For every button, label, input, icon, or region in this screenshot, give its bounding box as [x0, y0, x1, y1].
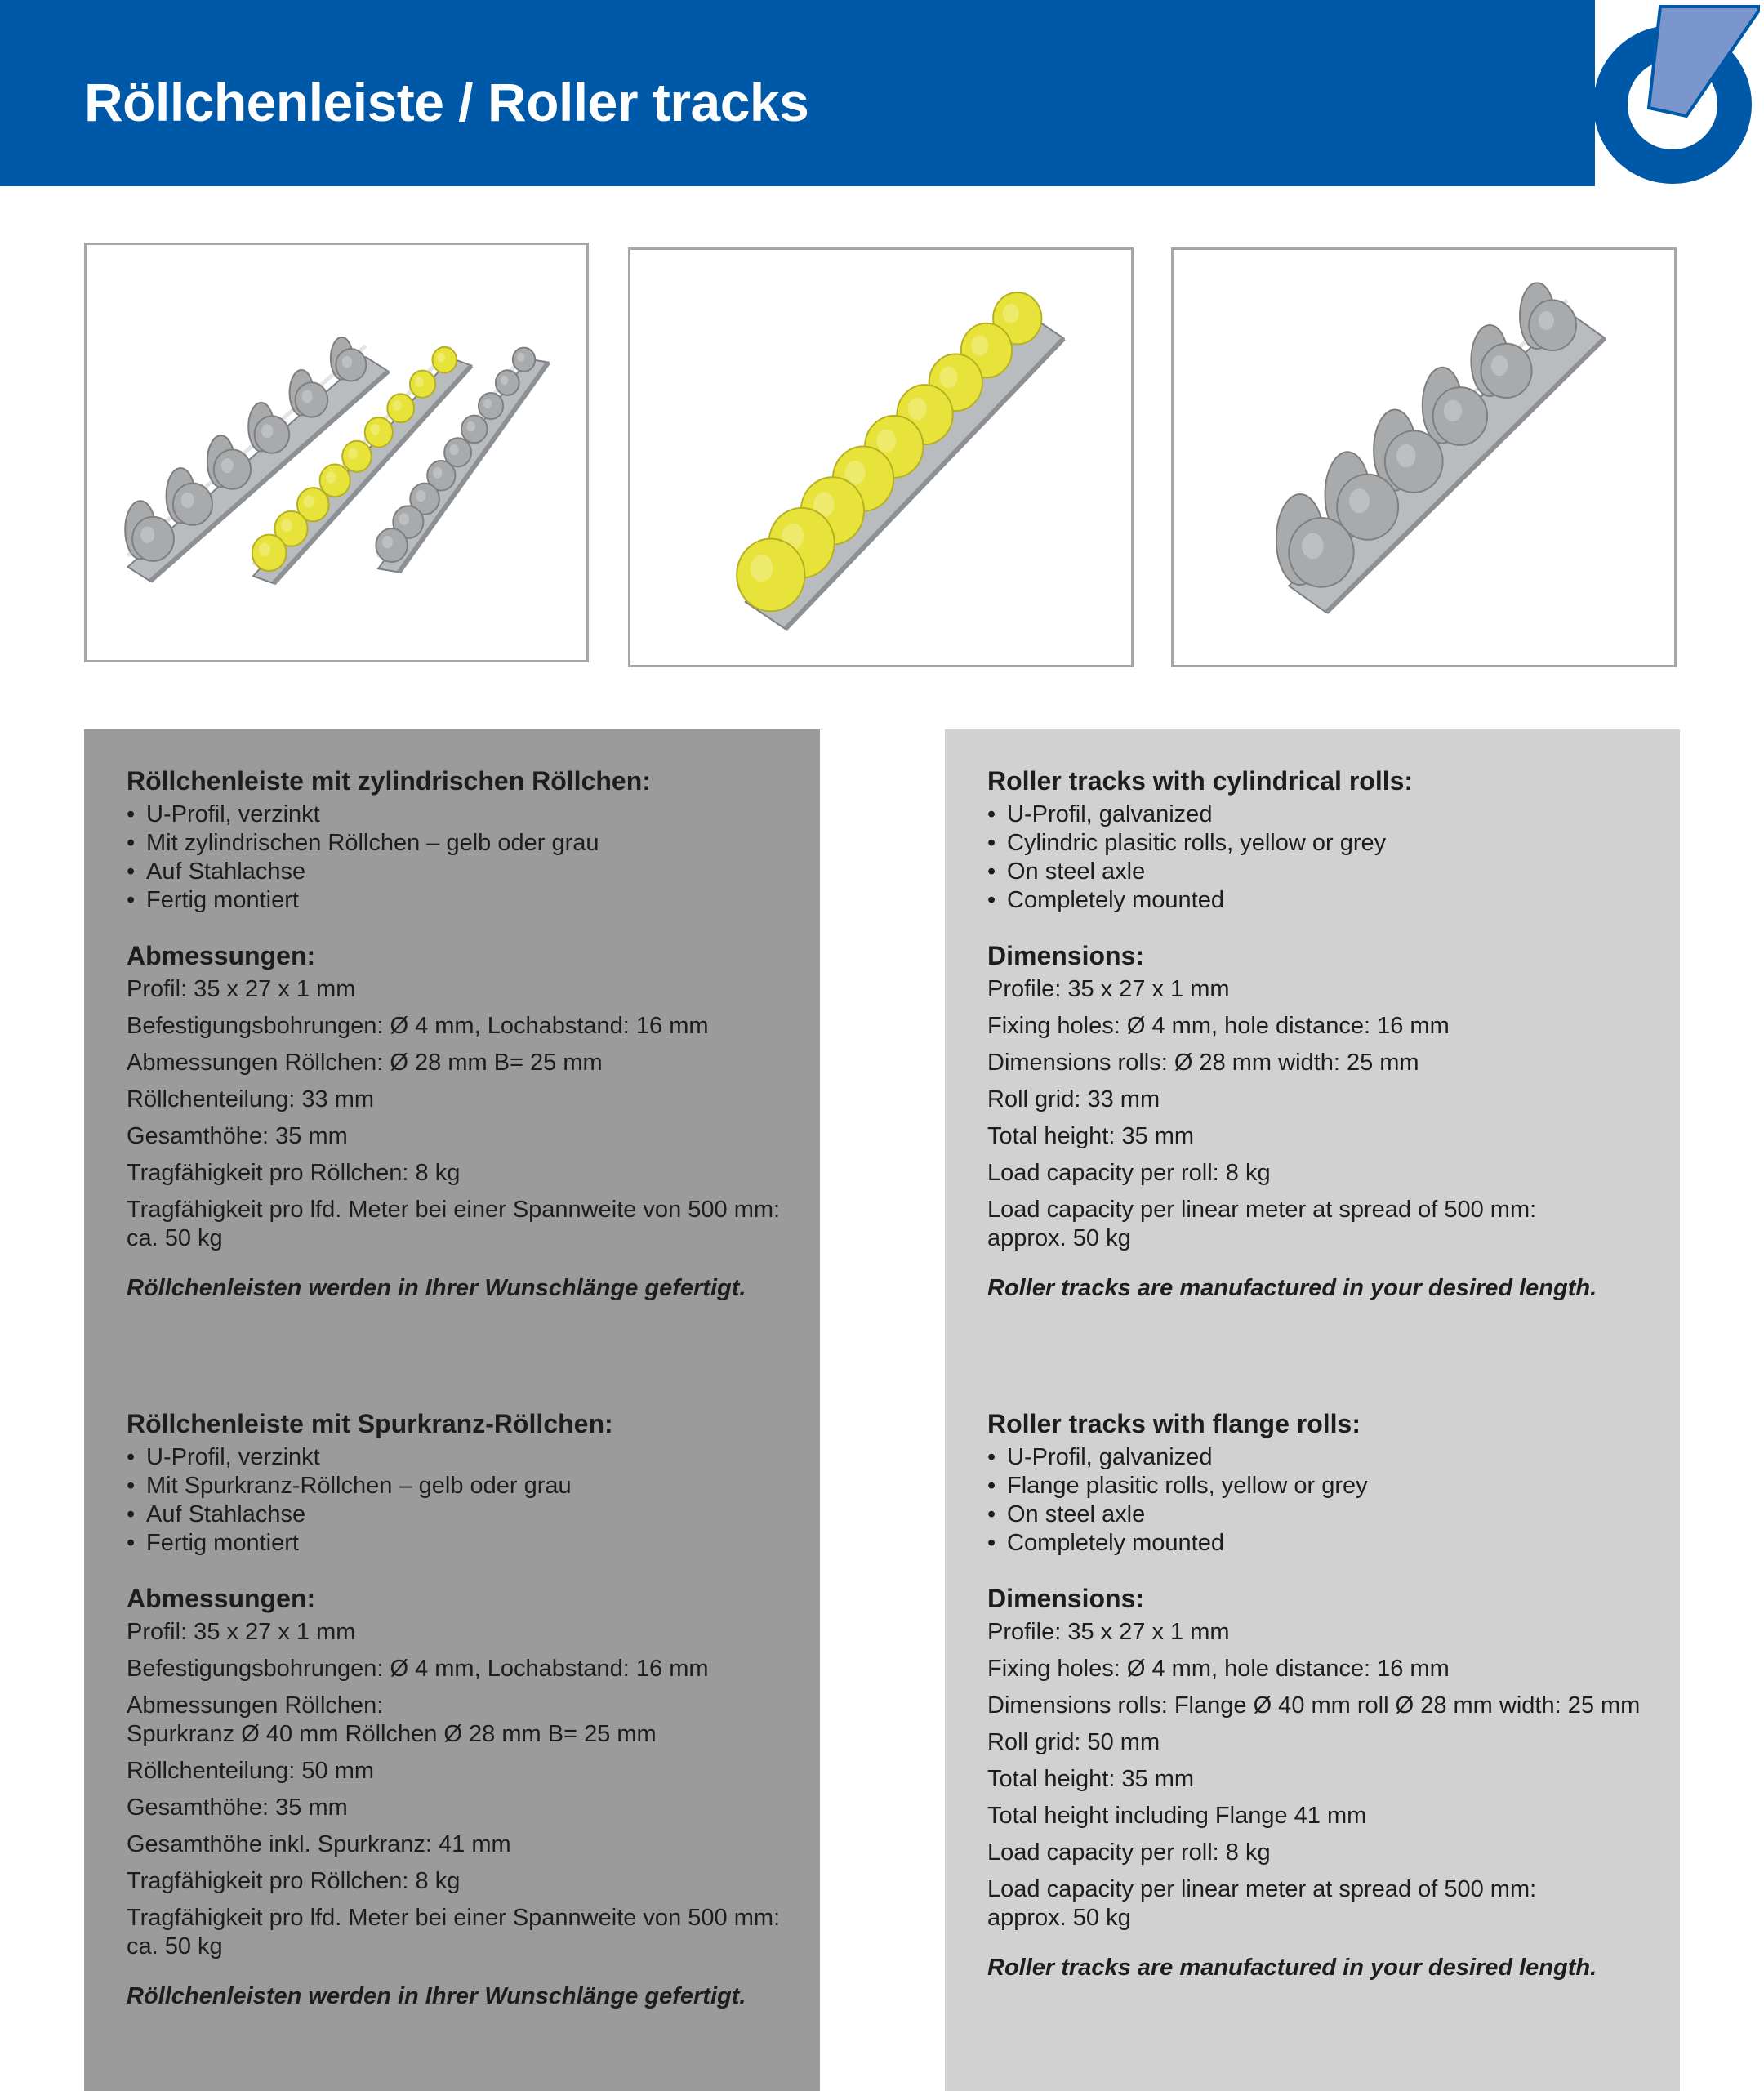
feature-list [127, 1443, 795, 1558]
spec-item: Total height: 35 mm [987, 1123, 1195, 1149]
roller-highlight [1491, 355, 1508, 376]
spec-list [987, 1618, 1655, 1933]
length-note: Röllchenleisten werden in Ihrer Wunschlänge gefertigt. [127, 1983, 746, 2009]
feature-list [987, 800, 1655, 915]
page-title: Röllchenleiste / Roller tracks [84, 72, 809, 132]
list-item: • Fertig montiert [127, 886, 795, 915]
roller-highlight [1003, 304, 1019, 323]
roller-highlight [415, 377, 423, 386]
list-item: • U-Profil, galvanized [987, 1443, 1655, 1472]
roller-highlight [416, 490, 425, 502]
spec-item: Befestigungsbohrungen: Ø 4 mm, Lochabstand: 16 mm [127, 1013, 709, 1039]
spec-item: Tragfähigkeit pro Röllchen: 8 kg [127, 1160, 461, 1186]
spec-item: Dimensions rolls: Ø 28 mm width: 25 mm [987, 1050, 1419, 1076]
roller-highlight [221, 458, 234, 473]
feature-list [127, 800, 795, 915]
roller-highlight [348, 448, 358, 459]
spec-item: Roll grid: 33 mm [987, 1086, 1160, 1112]
roller-highlight [371, 424, 380, 435]
list-item: • Completely mounted [987, 1529, 1655, 1558]
spec-item: Profil: 35 x 27 x 1 mm [127, 976, 356, 1002]
dimensions-title: Abmessungen: [127, 1584, 316, 1613]
section-title: Roller tracks with cylindrical rolls: [987, 766, 1414, 796]
spec-item: Röllchenteilung: 33 mm [127, 1086, 375, 1112]
roller-highlight [301, 390, 312, 403]
spec-item: Röllchenteilung: 50 mm [127, 1758, 375, 1784]
spec-item: Total height including Flange 41 mm [987, 1803, 1367, 1829]
roller-highlight [1444, 400, 1462, 422]
section-de-flange [127, 1407, 795, 2011]
panel-german [84, 729, 820, 2091]
spec-item: Fixing holes: Ø 4 mm, hole distance: 16 mm [987, 1013, 1450, 1039]
roller-highlight [1396, 444, 1416, 467]
roller-highlight [751, 555, 773, 582]
length-note: Röllchenleisten werden in Ihrer Wunschlänge gefertigt. [127, 1275, 746, 1301]
spec-list [127, 1618, 795, 1961]
spec-item: Dimensions rolls: Flange Ø 40 mm roll Ø 28 mm width: 25 mm [987, 1692, 1641, 1719]
roller-highlight [342, 356, 352, 368]
spec-item: Abmessungen Röllchen: Spurkranz Ø 40 mm Röllchen Ø 28 mm B= 25 mm [127, 1692, 657, 1747]
spec-item: Load capacity per linear meter at spread of 500 mm: approx. 50 kg [987, 1876, 1537, 1931]
section-en-cylindrical [987, 765, 1655, 1303]
list-item: • Flange plasitic rolls, yellow or grey [987, 1472, 1655, 1500]
spec-item: Profile: 35 x 27 x 1 mm [987, 976, 1230, 1002]
roller-highlight [433, 467, 442, 479]
roller-highlight [304, 495, 314, 507]
roller-highlight [908, 398, 927, 420]
spec-item: Tragfähigkeit pro Röllchen: 8 kg [127, 1868, 461, 1894]
feature-list [987, 1443, 1655, 1558]
brand-logo [1595, 0, 1764, 186]
photo-three-tracks [84, 243, 589, 662]
roller-highlight [1302, 533, 1323, 560]
spec-item: Fixing holes: Ø 4 mm, hole distance: 16 mm [987, 1656, 1450, 1682]
roller-highlight [501, 376, 509, 386]
list-item: • Cylindric plasitic rolls, yellow or grey [987, 829, 1655, 858]
roller-highlight [971, 335, 988, 355]
list-item: • Auf Stahlachse [127, 858, 795, 886]
roller-highlight [281, 519, 292, 532]
photo-grey-flange-track [1171, 247, 1677, 667]
roller-highlight [261, 424, 273, 438]
spec-item: Gesamthöhe inkl. Spurkranz: 41 mm [127, 1831, 511, 1857]
spec-item: Befestigungsbohrungen: Ø 4 mm, Lochabstand: 16 mm [127, 1656, 709, 1682]
roller-highlight [437, 353, 445, 363]
spec-list [127, 975, 795, 1253]
roller-track [376, 347, 548, 572]
roller-highlight [483, 399, 492, 408]
spec-item: Profile: 35 x 27 x 1 mm [987, 1619, 1230, 1645]
yellow-cylindrical-roller-track-photo [630, 250, 1131, 665]
photo-yellow-track [628, 247, 1134, 667]
roller-highlight [382, 536, 393, 548]
length-note: Roller tracks are manufactured in your desired length. [987, 1955, 1597, 1981]
roller-highlight [517, 353, 524, 362]
grey-flange-roller-track-photo [1174, 250, 1674, 665]
spec-item: Load capacity per linear meter at spread of 500 mm: approx. 50 kg [987, 1197, 1537, 1251]
spec-list [987, 975, 1655, 1253]
list-item: • Auf Stahlachse [127, 1500, 795, 1529]
panel-english [945, 729, 1680, 2091]
roller-highlight [393, 400, 402, 411]
dimensions-title: Abmessungen: [127, 941, 316, 970]
section-title: Röllchenleiste mit Spurkranz-Röllchen: [127, 1409, 613, 1438]
dimensions-title: Dimensions: [987, 1584, 1145, 1613]
spec-item: Total height: 35 mm [987, 1766, 1195, 1792]
list-item: • U-Profil, galvanized [987, 800, 1655, 829]
roller-highlight [450, 444, 459, 455]
spec-item: Abmessungen Röllchen: Ø 28 mm B= 25 mm [127, 1050, 603, 1076]
list-item: • U-Profil, verzinkt [127, 800, 795, 829]
spec-item: Load capacity per roll: 8 kg [987, 1160, 1271, 1186]
section-title: Röllchenleiste mit zylindrischen Röllchen: [127, 766, 651, 796]
list-item: • U-Profil, verzinkt [127, 1443, 795, 1472]
length-note: Roller tracks are manufactured in your desired length. [987, 1275, 1597, 1301]
roller-track [1276, 283, 1605, 613]
dimensions-title: Dimensions: [987, 941, 1145, 970]
list-item: • On steel axle [987, 858, 1655, 886]
roller-highlight [259, 542, 270, 556]
spec-item: Gesamthöhe: 35 mm [127, 1123, 348, 1149]
wheel-logo-icon [1595, 0, 1764, 186]
section-en-flange [987, 1407, 1655, 1982]
roller-highlight [181, 493, 194, 508]
spec-item: Tragfähigkeit pro lfd. Meter bei einer Spannweite von 500 mm: ca. 50 kg [127, 1905, 781, 1959]
roller-highlight [940, 367, 958, 388]
roller-highlight [326, 471, 336, 484]
spec-item: Gesamthöhe: 35 mm [127, 1795, 348, 1821]
list-item: • Completely mounted [987, 886, 1655, 915]
roller-highlight [876, 429, 896, 453]
three-roller-tracks-photo [87, 245, 586, 660]
list-item: • Fertig montiert [127, 1529, 795, 1558]
roller-highlight [1539, 311, 1554, 330]
section-title: Roller tracks with flange rolls: [987, 1409, 1361, 1438]
section-de-cylindrical [127, 765, 795, 1303]
list-item: • Mit Spurkranz-Röllchen – gelb oder grau [127, 1472, 795, 1500]
roller-highlight [466, 421, 475, 432]
header-banner [0, 0, 1595, 186]
roller-highlight [1349, 488, 1370, 513]
list-item: • On steel axle [987, 1500, 1655, 1529]
list-item: • Mit zylindrischen Röllchen – gelb oder grau [127, 829, 795, 858]
roller-highlight [399, 513, 409, 525]
spec-item: Profil: 35 x 27 x 1 mm [127, 1619, 356, 1645]
roller-highlight [140, 527, 154, 543]
spec-item: Tragfähigkeit pro lfd. Meter bei einer Spannweite von 500 mm: ca. 50 kg [127, 1197, 781, 1251]
roller-track [737, 292, 1063, 629]
spec-item: Roll grid: 50 mm [987, 1729, 1160, 1755]
spec-item: Load capacity per roll: 8 kg [987, 1839, 1271, 1866]
